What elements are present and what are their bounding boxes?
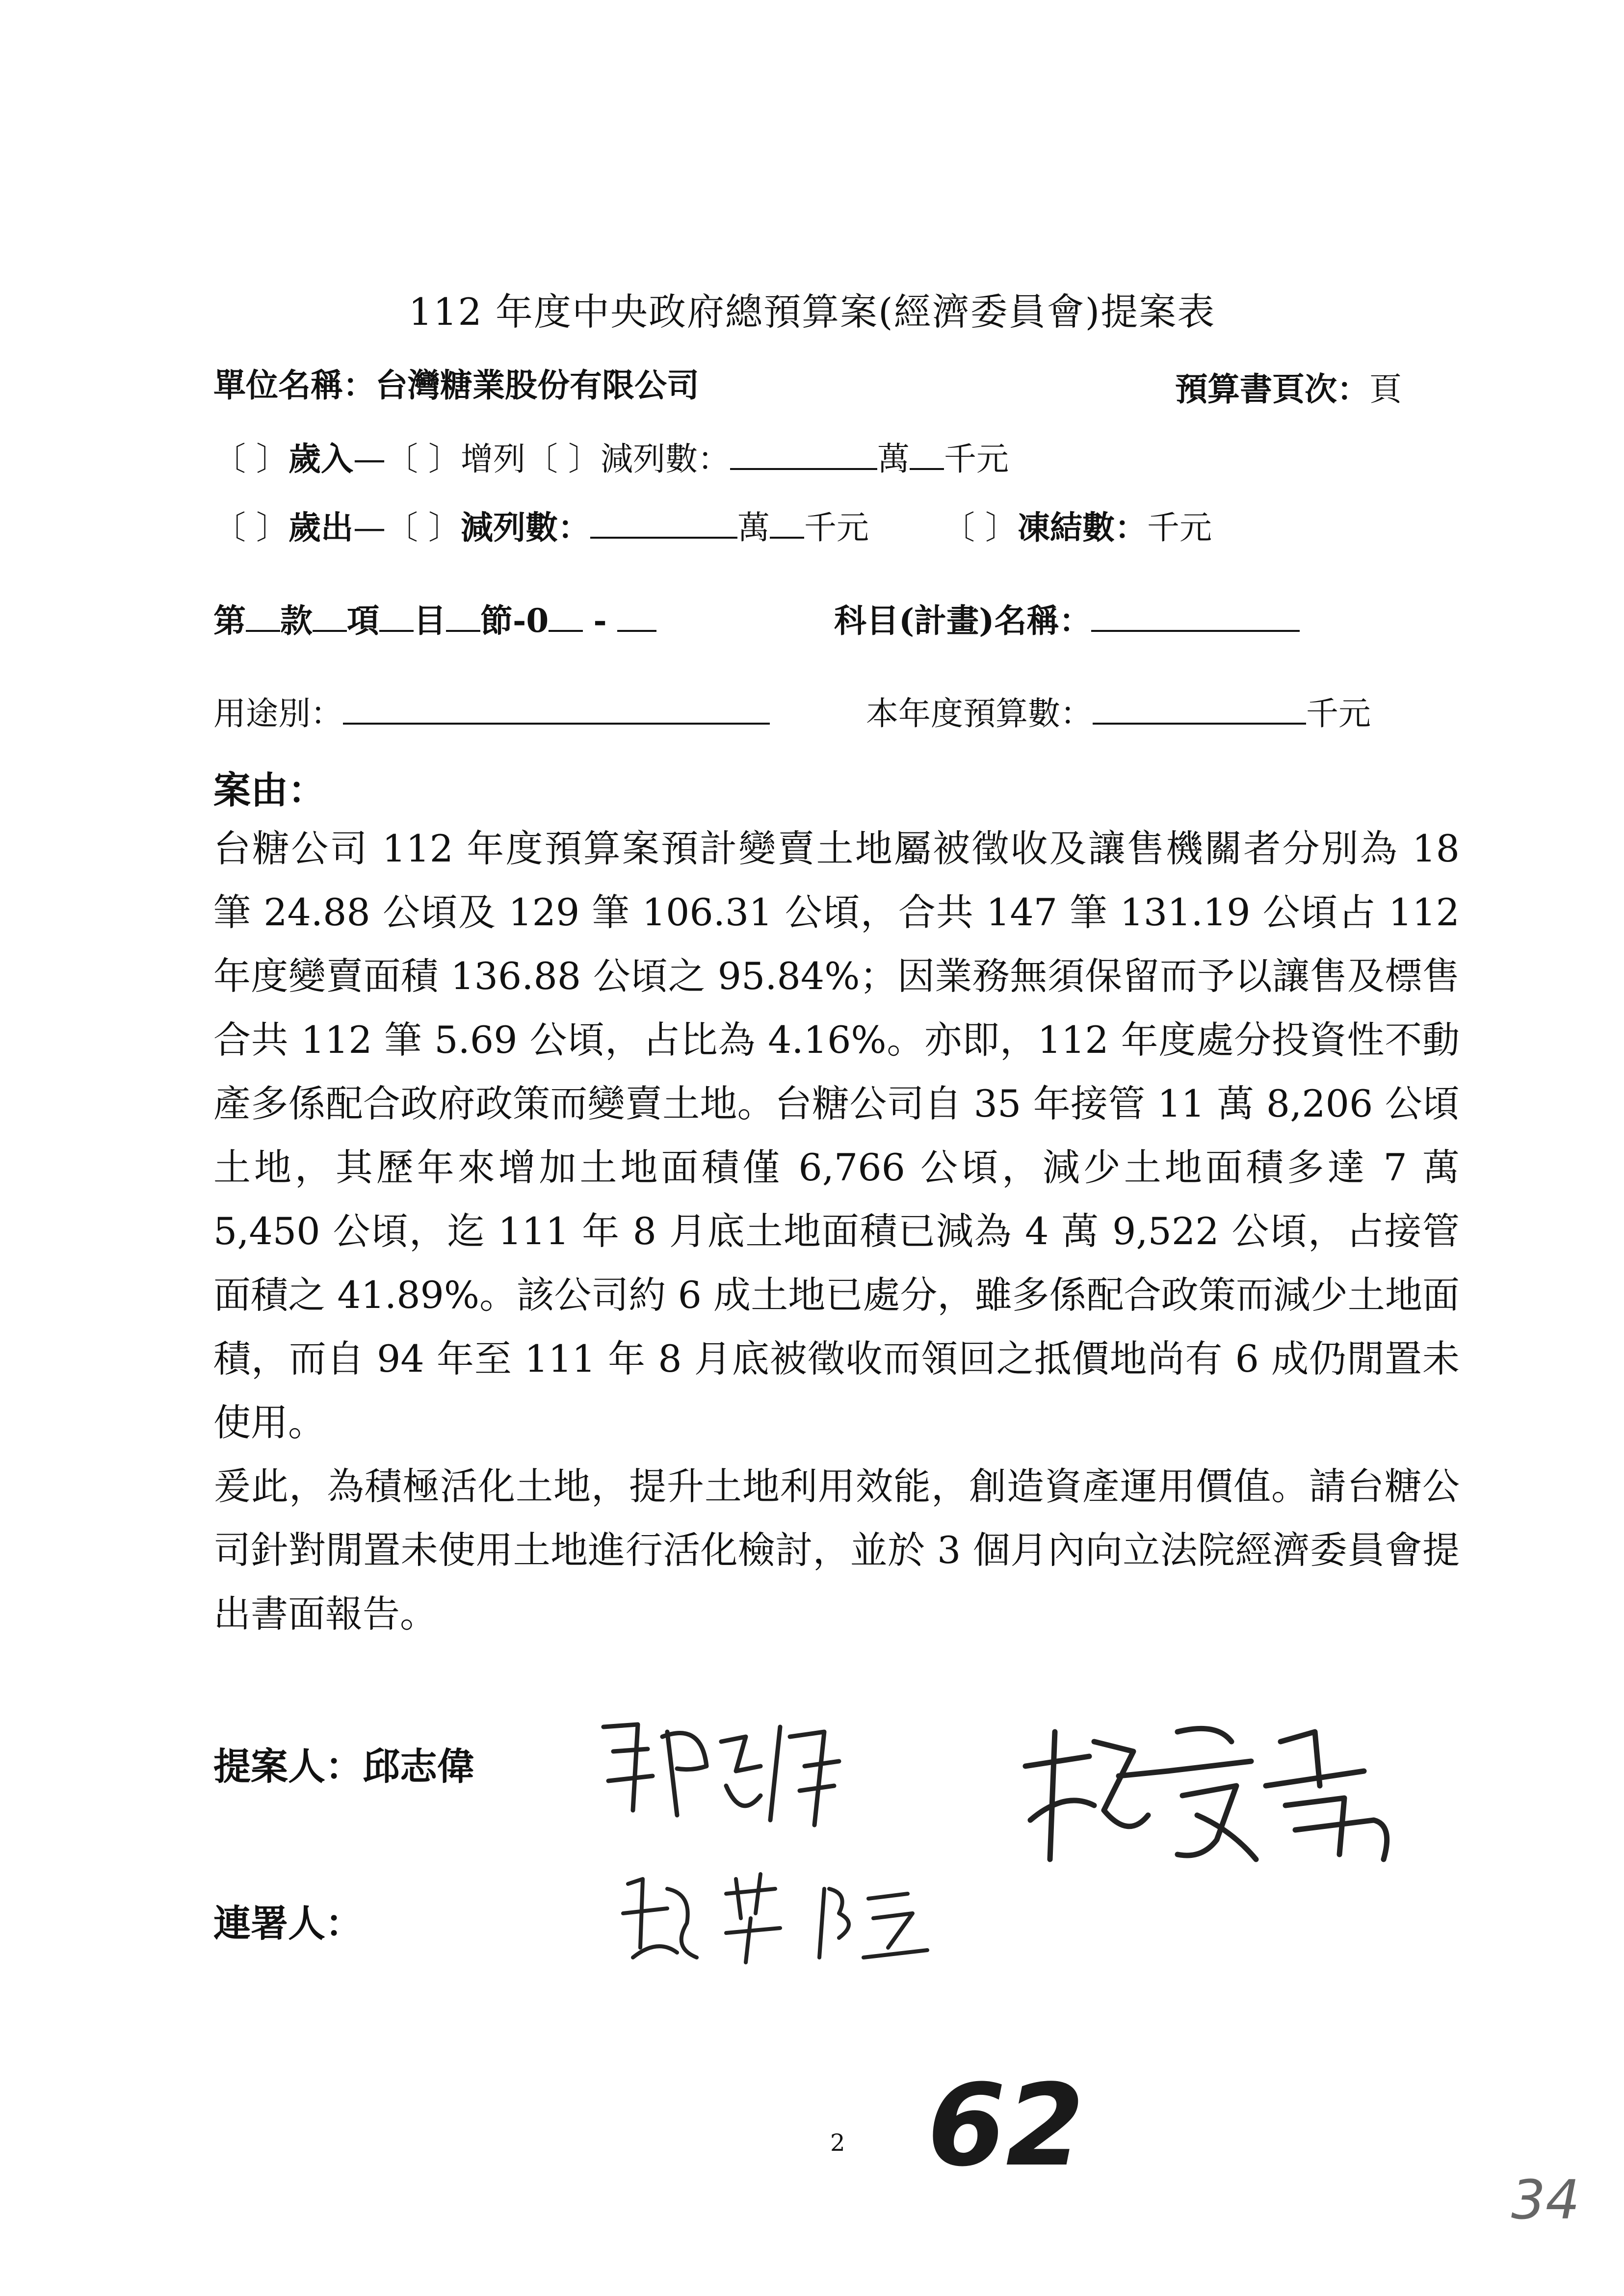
xiang-label: 項 bbox=[347, 601, 379, 640]
freeze-unit: 千元 bbox=[1147, 509, 1212, 547]
proposer-name: 邱志偉 bbox=[363, 1745, 474, 1788]
qianyuan-label: 千元 bbox=[943, 440, 1009, 478]
subject-line bbox=[834, 599, 1300, 643]
usage-line bbox=[213, 692, 770, 736]
reason-body bbox=[213, 817, 1460, 1646]
unit-label: 單位名稱： bbox=[213, 366, 375, 404]
checkbox: 〔 〕 bbox=[385, 509, 461, 547]
cosigner-label: 連署人： bbox=[213, 1902, 363, 1945]
kuan-label: 款 bbox=[280, 601, 313, 640]
budget-amount-label: 本年度預算數： bbox=[866, 695, 1093, 732]
budget-amount-line bbox=[866, 692, 1371, 736]
increase-label: 增列 bbox=[460, 440, 525, 478]
mu-label: 目 bbox=[414, 601, 446, 640]
blank-field bbox=[343, 693, 770, 725]
wan-label: 萬 bbox=[737, 509, 770, 547]
revenue-label: 歲入 bbox=[288, 440, 353, 478]
subject-label: 科目(計畫)名稱： bbox=[834, 601, 1092, 640]
reason-label: 案由： bbox=[213, 768, 325, 812]
budget-unit: 千元 bbox=[1306, 695, 1371, 732]
checkbox: 〔 〕 bbox=[213, 509, 288, 547]
revenue-line bbox=[213, 437, 1009, 481]
expenditure-label: 歲出 bbox=[288, 508, 353, 547]
budget-page-row bbox=[1175, 367, 1402, 412]
checkbox: 〔 〕 bbox=[213, 440, 288, 478]
blank-field bbox=[246, 600, 280, 632]
form-title: 112 年度中央政府總預算案(經濟委員會)提案表 bbox=[408, 290, 1216, 334]
blank-field bbox=[770, 507, 804, 539]
decrease-label: 減列數： bbox=[460, 508, 590, 547]
reason-paragraph: 台糖公司 112 年度預算案預計變賣土地屬被徵收及讓售機關者分別為 18 筆 24.88 公頃及 129 筆 106.31 公頃，合共 147 筆 131.19 公頃占 112 年度變賣面積 136.88 公頃之 95.84%；因業務無須保留而予以讓售及標售合共 112 筆 5.69 公頃，占比為 4.16%。亦即，112 年度處分投資性不動產多係配合政府政策而變賣土地。台糖公司自 35 年接管 11 萬 8,206 公頃土地，其歷年來增加土地面積僅 6,766 公頃，減少土地面積多達 7 萬 5,450 公頃，迄 111 年 8 月底土地面積已減為 4 萬 9,522 公頃，占接管面積之 41.89%。該公司約 6 成土地已處分，雖多係配合政策而減少土地面積，而自 94 年至 111 年 8 月底被徵收而領回之抵價地尚有 6 成仍閒置未使用。 bbox=[213, 827, 1460, 1444]
freeze-label: 凍結數： bbox=[1017, 508, 1147, 547]
wan-label: 萬 bbox=[877, 440, 910, 478]
handwritten-number: 62 bbox=[927, 2061, 1085, 2192]
blank-field bbox=[1091, 600, 1300, 632]
blank-field bbox=[730, 439, 877, 470]
expenditure-line bbox=[213, 505, 1212, 550]
budget-page-label: 預算書頁次： bbox=[1175, 370, 1369, 408]
unit-value: 台灣糖業股份有限公司 bbox=[375, 366, 699, 404]
usage-label: 用途別： bbox=[213, 695, 343, 732]
checkbox: 〔 〕 bbox=[385, 440, 461, 478]
page-number: 2 bbox=[830, 2129, 845, 2157]
qianyuan-label: 千元 bbox=[804, 509, 869, 547]
cosigner-signature-2 bbox=[613, 1859, 957, 1977]
hyphen: - bbox=[593, 601, 607, 640]
dash: — bbox=[353, 509, 386, 547]
proposer-label: 提案人： bbox=[213, 1745, 363, 1788]
dash: — bbox=[353, 440, 386, 478]
proposer-row bbox=[213, 1737, 474, 1790]
cosigner-signature-1 bbox=[1021, 1712, 1413, 1889]
blank-field bbox=[1093, 693, 1306, 725]
unit-row bbox=[213, 363, 699, 407]
decrease-label: 減列數： bbox=[600, 440, 730, 478]
budget-page-unit: 頁 bbox=[1369, 370, 1402, 408]
blank-field bbox=[446, 600, 480, 632]
di-label: 第 bbox=[213, 601, 246, 640]
proposer-signature bbox=[594, 1707, 859, 1835]
blank-field bbox=[549, 600, 583, 632]
blank-field bbox=[590, 507, 737, 539]
blank-field bbox=[379, 600, 414, 632]
checkbox: 〔 〕 bbox=[942, 509, 1018, 547]
reason-paragraph: 爰此，為積極活化土地，提升土地利用效能，創造資產運用價值。請台糖公司針對閒置未使用土地進行活化檢討，並於 3 個月內向立法院經濟委員會提出書面報告。 bbox=[213, 1464, 1460, 1636]
checkbox: 〔 〕 bbox=[525, 440, 601, 478]
blank-field bbox=[313, 600, 347, 632]
jie-label: 節-0 bbox=[480, 601, 549, 640]
corner-number: 34 bbox=[1511, 2168, 1580, 2231]
blank-field bbox=[910, 439, 944, 470]
article-line bbox=[213, 599, 656, 643]
blank-field bbox=[617, 600, 656, 632]
